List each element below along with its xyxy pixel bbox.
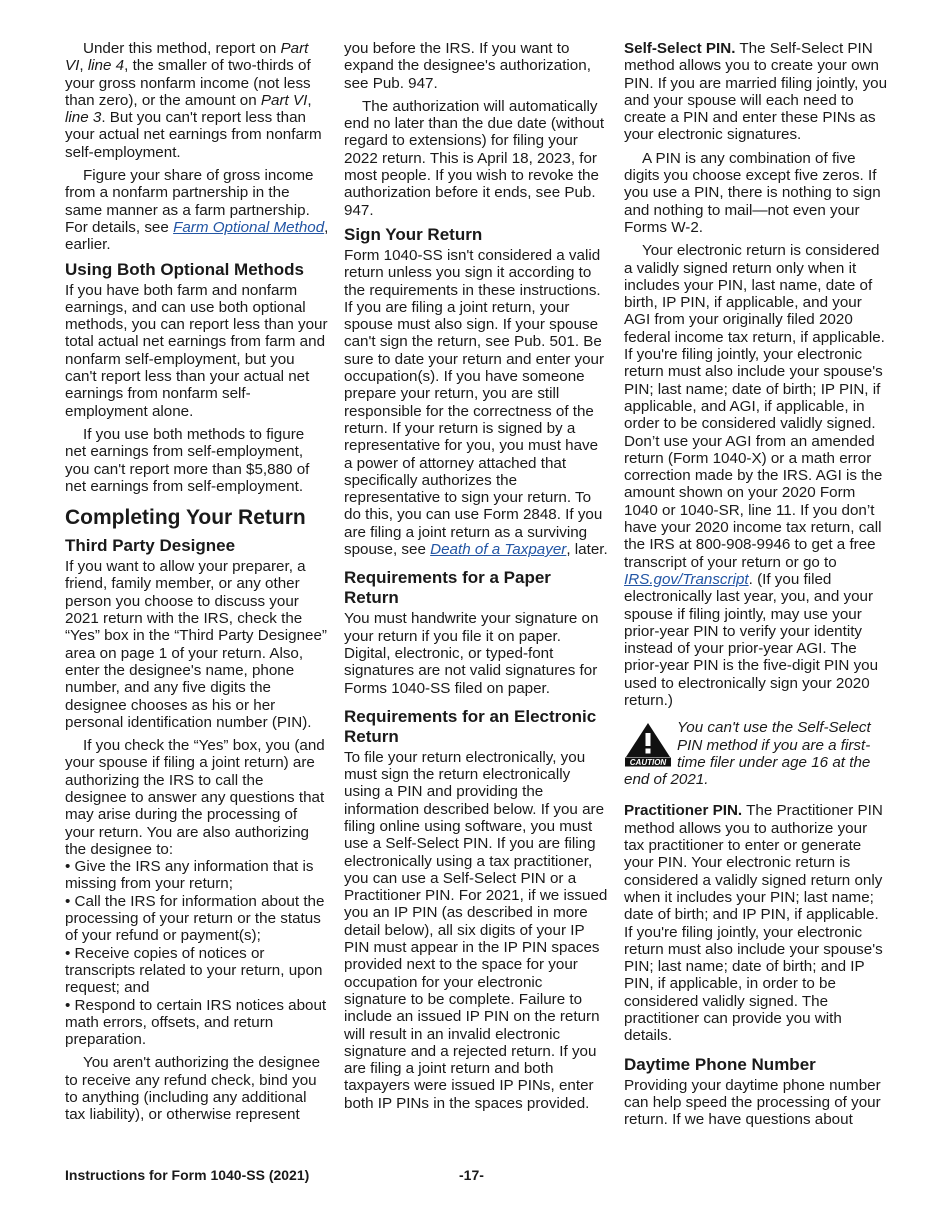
paragraph: A PIN is any combination of five digits you choose except five zeros. If you use a PIN, there is nothing to sign and nothing to mail—not even your Forms W-2. — [624, 149, 881, 236]
caution-note — [624, 719, 888, 788]
column-2 — [344, 40, 608, 1118]
paragraph: Practitioner PIN. The Practitioner PIN method allows you to authorize your tax practitioner to enter or generate your PIN. Your electronic return is considered a validly signed return only when it includes your PIN; last name; date of birth; and IP PIN, if applicable. If you're filing jointly, your electronic return must also include your spouse's PIN; last name; date of birth; and IP PIN, if applicable, in order to be considered validly signed. The practitioner can provide you with details. — [624, 802, 883, 1045]
paragraph: If you use both methods to figure net earnings from self-employment, you can't report more than $5,880 of net earnings from self-employment. — [65, 425, 310, 495]
section-heading: Requirements for an Electronic Return — [344, 706, 597, 746]
bullet-item: • Respond to certain IRS notices about math errors, offsets, and return preparation. — [65, 997, 329, 1049]
section-heading: Daytime Phone Number — [624, 1054, 816, 1074]
section-heading: Requirements for a Paper Return — [344, 568, 551, 608]
paragraph: The authorization will automatically end no later than the due date (without regard to extensions) for filing your 2022 return. This is April 18, 2023, for most people. If you wish to revoke the authorization before it ends, see Pub. 947. — [344, 97, 605, 219]
bullet-item: • Call the IRS for information about the processing of your return or the status of your refund or payment(s); — [65, 893, 329, 945]
bullet-item: • Receive copies of notices or transcripts related to your return, upon request; and — [65, 945, 329, 997]
run-in-heading: Practitioner PIN. — [624, 802, 743, 820]
bullet-item: • Give the IRS any information that is missing from your return; — [65, 858, 329, 893]
paragraph: Your electronic return is considered a validly signed return only when it includes your PIN, last name, date of birth, IP PIN, if applicable, and your AGI from your originally filed 2020 federal income tax return, if applicable. If you're filing jointly, your electronic return must also include your spouse's PIN; last name; date of birth; IP PIN, if applicable, and AGI, if applicable, in order to be considered validly signed. Don’t use your AGI from an amended return (Form 1040-X) or a math error correction made by the IRS. AGI is the amount shown on your 2020 Form 1040 or 1040-SR, line 11. If you don’t have your 2020 income tax return, call the IRS at 800-908-9946 to get a free transcript of your return or go to IRS.gov/Transcript. (If you filed electronically last year, you, and your spouse if filing jointly, may use your prior-year PIN to verify your identity instead of your prior-year AGI. The prior-year PIN is the five-digit PIN you used to electronically sign your 2020 return.) — [624, 242, 885, 709]
paragraph: Under this method, report on Part VI, line 4, the smaller of two-thirds of your gross nonfarm income (not less than zero), or the amount on Part VI, line 3. But you can't report less than your actual net earnings from nonfarm self-employment. — [65, 40, 322, 161]
paragraph: Providing your daytime phone number can help speed the processing of your return. If we have questions about — [624, 1076, 881, 1129]
section-heading: Sign Your Return — [344, 224, 483, 244]
paragraph: You must handwrite your signature on your return if you file it on paper. Digital, electronic, or typed-font signatures are not valid signatures for Forms 1040-SS filed on paper. — [344, 610, 599, 697]
page-number: -17- — [459, 1167, 484, 1183]
paragraph: Figure your share of gross income from a nonfarm partnership in the same manner as a farm partnership. For details, see Farm Optional Method, earlier. — [65, 167, 329, 254]
irs-transcript-link[interactable]: IRS.gov/Transcript — [624, 570, 749, 588]
paragraph: You aren't authorizing the designee to receive any refund check, bind you to anything (including any additional tax liability), or otherwise represent — [65, 1054, 321, 1124]
major-heading: Completing Your Return — [65, 506, 306, 530]
caution-label: CAUTION — [629, 758, 667, 768]
run-in-heading: Self-Select PIN. — [624, 40, 736, 57]
section-heading: Third Party Designee — [65, 536, 236, 556]
paragraph: To file your return electronically, you must sign the return electronically using a PIN and providing the information described below. If you are filing online using software, you must use a Self-Select PIN. If you are filing electronically using a tax practitioner, you can use a Self-Select PIN or a Practitioner PIN. For 2021, if we issued you an IP PIN (as described in more detail below), all six digits of your IP PIN must appear in the IP PIN spaces provided next to the space for your occupation for your electronic signature to be complete. Failure to include an issued IP PIN on the return will result in an invalid electronic signature and a rejected return. If you are filing a joint return and both taxpayers were issued IP PINs, enter both IP PINs in the spaces provided. — [344, 748, 608, 1112]
farm-optional-method-link[interactable]: Farm Optional Method — [173, 218, 325, 236]
footer-form-title: Instructions for Form 1040-SS (2021) — [65, 1167, 310, 1183]
caution-text: You can't use the Self-Select PIN method if you are a first-time filer under age 16 at the end of 2021. — [624, 719, 871, 789]
section-heading: Using Both Optional Methods — [65, 259, 304, 279]
caution-icon — [624, 721, 672, 767]
paragraph: you before the IRS. If you want to expand the designee's authorization, see Pub. 947. — [344, 40, 591, 92]
paragraph: Self-Select PIN. The Self-Select PIN method allows you to create your own PIN. If you are married filing jointly, you and your spouse will each need to create a PIN and enter these PINs as your electronic signatures. — [624, 40, 888, 144]
paragraph: Form 1040-SS isn't considered a valid return unless you sign it according to the requirements in these instructions. If you are filing a joint return, your spouse must also sign. If your spouse can't sign the return, see Pub. 501. Be sure to date your return and enter your occupation(s). If you have someone prepare your return, you are still responsible for the correctness of the return. If your return is signed by a representative for you, you must have a power of attorney attached that specifically authorizes the representative to sign your return. To do this, you can use Form 2848. If you are filing a joint return as a surviving spouse, see Death of a Taxpayer, later. — [344, 246, 608, 559]
column-3 — [624, 40, 888, 1135]
paragraph: If you want to allow your preparer, a friend, family member, or any other person you choose to discuss your 2021 return with the IRS, check the “Yes” box in the “Third Party Designee” area on page 1 of your return. Also, enter the designee's name, phone number, and any five digits the designee chooses as his or her personal identification number (PIN). — [65, 558, 327, 731]
death-of-a-taxpayer-link[interactable]: Death of a Taxpayer — [430, 541, 567, 559]
paragraph: If you check the “Yes” box, you (and your spouse if filing a joint return) are authorizing the IRS to call the designee to answer any questions that may arise during the processing of your return. You are also authorizing the designee to: — [65, 737, 325, 858]
column-1 — [65, 40, 329, 1130]
paragraph: If you have both farm and nonfarm earnings, and can use both optional methods, you can report less than your total actual net earnings from farm and nonfarm self-employment, but you can't report less than your actual net earnings from nonfarm self-employment alone. — [65, 281, 328, 420]
